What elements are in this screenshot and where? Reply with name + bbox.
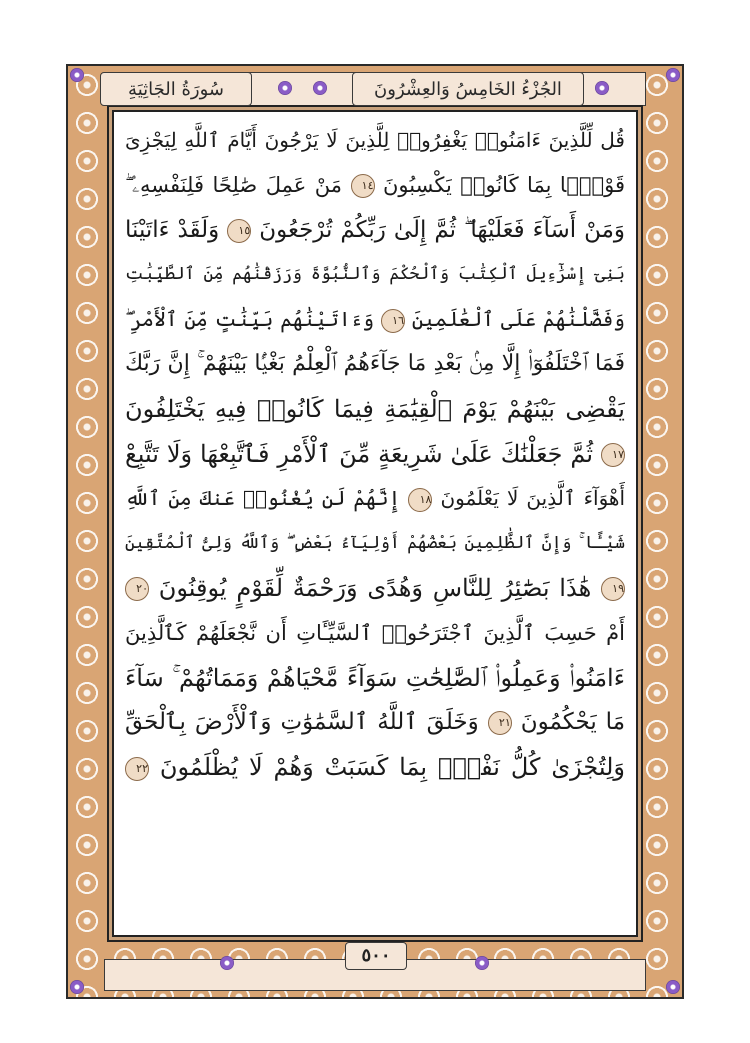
text-line xyxy=(125,476,625,521)
verse-text: قَوْمًۢا بِمَا كَانُوا۟ يَكْسِبُونَ xyxy=(383,172,625,197)
flower-ornament-icon xyxy=(278,81,292,95)
quran-text xyxy=(125,118,625,790)
juz-label: الجُزْءُ الخَامِسُ وَالعِشْرُونَ xyxy=(374,78,562,100)
text-line xyxy=(125,118,625,163)
flower-ornament-icon xyxy=(220,956,234,970)
flower-ornament-icon xyxy=(70,68,84,82)
text-line xyxy=(125,252,625,297)
verse-text: وَخَلَقَ ٱللَّهُ ٱلسَّمَٰوَٰتِ وَٱلْأَرْضَ بِٱلْحَقِّ xyxy=(125,709,479,736)
surah-label: سُورَةُ الجَاثِيَةِ xyxy=(128,78,224,100)
text-line xyxy=(125,700,625,745)
verse-text: يَقْضِى بَيْنَهُمْ يَوْمَ ٱلْقِيَٰمَةِ فِيمَا كَانُوا۟ فِيهِ يَخْتَلِفُونَ xyxy=(125,394,625,423)
text-line xyxy=(125,208,625,253)
verse-text: إِنَّهُمْ لَن يُغْنُوا۟ عَنكَ مِنَ ٱللَّهِ xyxy=(125,486,401,511)
verse-text: وَفَضَّلْنَٰهُمْ عَلَى ٱلْعَٰلَمِينَ xyxy=(411,307,625,332)
verse-text: هَٰذَا بَصَٰٓئِرُ لِلنَّاسِ وَهُدًى وَرَحْمَةٌ لِّقَوْمٍ يُوقِنُونَ xyxy=(158,573,592,602)
verse-text: وَلَقَدْ ءَاتَيْنَا xyxy=(125,216,220,243)
verse-text: فَمَا ٱخْتَلَفُوٓا۟ إِلَّا مِنۢ بَعْدِ مَا جَآءَهُمُ ٱلْعِلْمُ بَغْيًۢا بَيْنَهُمْ ۚ إِنَّ رَبَّكَ xyxy=(125,350,625,376)
juz-label-cartouche xyxy=(352,72,584,106)
flower-ornament-icon xyxy=(475,956,489,970)
ayah-marker: ١٦ xyxy=(381,309,405,333)
ayah-marker: ١٩ xyxy=(601,577,625,601)
verse-text: مَا يَحْكُمُونَ xyxy=(520,709,625,736)
verse-text: أَهْوَآءَ ٱلَّذِينَ لَا يَعْلَمُونَ xyxy=(440,486,625,511)
verse-text: وَلِتُجْزَىٰ كُلُّ نَفْسٍۭ بِمَا كَسَبَتْ وَهُمْ لَا يُظْلَمُونَ xyxy=(159,753,625,782)
verse-text: وَمَنْ أَسَآءَ فَعَلَيْهَا ۖ ثُمَّ إِلَىٰ رَبِّكُمْ تُرْجَعُونَ xyxy=(259,216,625,243)
ayah-marker: ٢٠ xyxy=(125,577,149,601)
verse-text: ءَامَنُوا۟ وَعَمِلُوا۟ ٱلصَّٰلِحَٰتِ سَوَآءً مَّحْيَاهُمْ وَمَمَاتُهُمْ ۚ سَآءَ xyxy=(125,663,625,692)
text-line xyxy=(125,387,625,432)
flower-ornament-icon xyxy=(313,81,327,95)
ayah-marker: ٢١ xyxy=(488,711,512,735)
text-line xyxy=(125,566,625,611)
text-line xyxy=(125,656,625,701)
text-line xyxy=(125,521,625,566)
flower-ornament-icon xyxy=(70,980,84,994)
ayah-marker: ١٤ xyxy=(351,174,375,198)
surah-label-cartouche xyxy=(100,72,252,106)
text-line xyxy=(125,163,625,208)
verse-text: بَنِىٓ إِسْرَٰٓءِيلَ ٱلْكِتَٰبَ وَٱلْحُكْمَ وَٱلنُّبُوَّةَ وَرَزَقْنَٰهُم مِّنَ ٱلطَّيِّبَٰتِ xyxy=(125,264,625,285)
ayah-marker: ١٥ xyxy=(227,219,251,243)
verse-text: شَيْـًٔا ۚ وَإِنَّ ٱلظَّٰلِمِينَ بَعْضُهُمْ أَوْلِيَآءُ بَعْضٍ ۖ وَٱللَّهُ وَلِىُّ ٱلْمُتَّقِينَ xyxy=(125,533,625,554)
verse-text: أَمْ حَسِبَ ٱلَّذِينَ ٱجْتَرَحُوا۟ ٱلسَّيِّـَٔاتِ أَن نَّجْعَلَهُمْ كَٱلَّذِينَ xyxy=(125,620,625,645)
verse-text: مَنْ عَمِلَ صَٰلِحًا فَلِنَفْسِهِۦ ۖ xyxy=(125,172,342,197)
verse-text: قُل لِّلَّذِينَ ءَامَنُوا۟ يَغْفِرُوا۟ لِلَّذِينَ لَا يَرْجُونَ أَيَّامَ ٱللَّهِ لِيَجْزِىَ xyxy=(125,128,625,152)
text-line xyxy=(125,342,625,387)
ayah-marker: ١٨ xyxy=(408,488,432,512)
verse-text: وَءَاتَيْنَٰهُم بَيِّنَٰتٍ مِّنَ ٱلْأَمْرِ ۖ xyxy=(125,307,375,332)
text-line xyxy=(125,432,625,477)
flower-ornament-icon xyxy=(666,68,680,82)
text-line xyxy=(125,297,625,342)
verse-text: ثُمَّ جَعَلْنَٰكَ عَلَىٰ شَرِيعَةٍ مِّنَ ٱلْأَمْرِ فَٱتَّبِعْهَا وَلَا تَتَّبِعْ xyxy=(125,439,594,468)
ayah-marker: ٢٢ xyxy=(125,757,149,781)
ayah-marker: ١٧ xyxy=(601,443,625,467)
text-line xyxy=(125,611,625,656)
flower-ornament-icon xyxy=(595,81,609,95)
flower-ornament-icon xyxy=(666,980,680,994)
page-number: ٥٠٠ xyxy=(345,942,407,970)
text-line xyxy=(125,745,625,790)
